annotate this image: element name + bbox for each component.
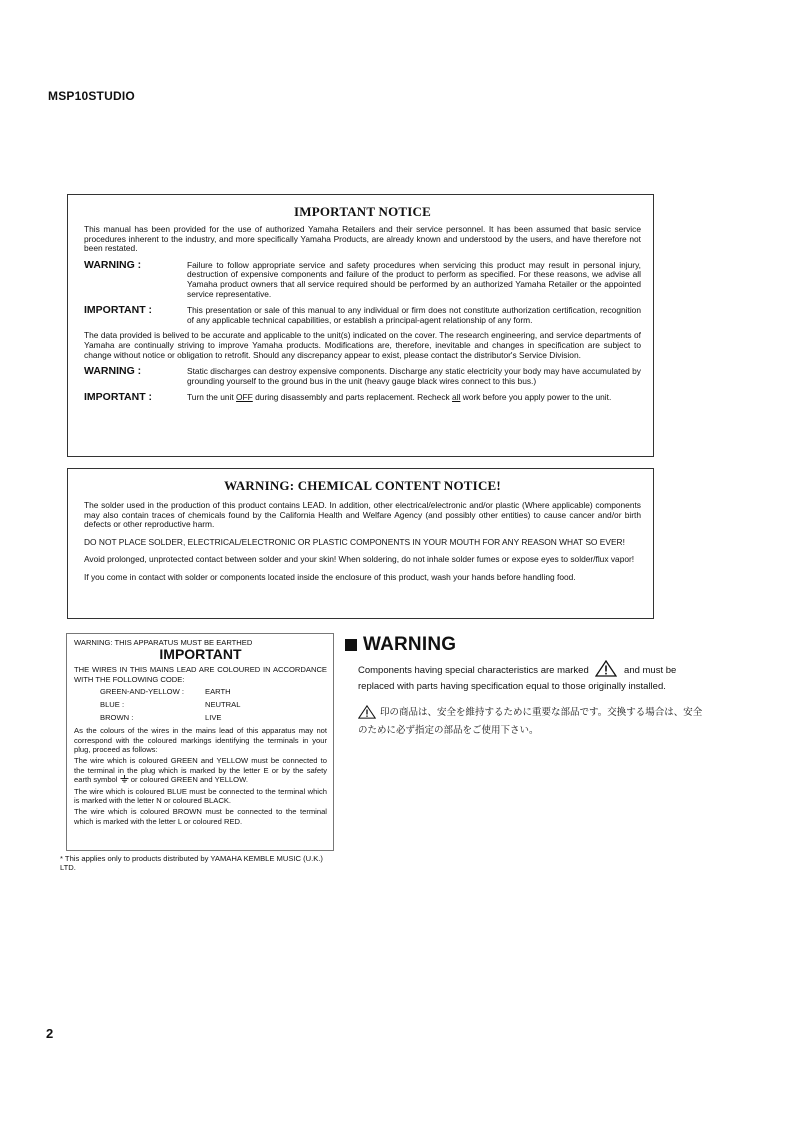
wire-row [100,685,327,698]
earthing-intro: THE WIRES IN THIS MAINS LEAD ARE COLOURED IN ACCORDANCE WITH THE FOLLOWING CODE: [74,665,327,684]
notice-middle: The data provided is belived to be accurate and applicable to the unit(s) indicated on the cover. The research engineering, and service departments of Yamaha are continually striving to improve Yamaha products. Modifications are, therefore, inevitable and changes in specification are subject to change without notice or obligation to retrofit. Should any discrepancy appear to exist, please contact the distributor's Service Division. [84,330,641,360]
earthing-paragraph: The wire which is coloured BLUE must be connected to the terminal which is marked with the letter N or coloured BLACK. [74,786,327,806]
final-part1: Turn the unit [187,392,234,403]
warning-triangle-icon [358,705,376,724]
wire-code-table [100,685,327,724]
off-word: OFF [236,392,253,403]
wire-color: GREEN-AND-YELLOW : [100,687,184,697]
model-name: MSP10STUDIO [48,89,135,103]
japanese-warning-text: 印の商品は、安全を維持するために重要な部品です。交換する場合は、安全のために必ず指定の部品をご使用下さい。 [358,707,703,736]
warning-label: WARNING : [84,258,142,271]
warning-heading [345,634,456,656]
wire-row [100,698,327,711]
japanese-warning [358,705,703,738]
warning-text: Failure to follow appropriate service and safety procedures when servicing this product may result in personal injury, destruction of expensive components and failure of the product to perform as specified. For these reasons, we advise all Yamaha product owners that all service required should be performed by an authorized Yamaha Retailer or the appointed service representative. [187,259,641,299]
chemical-notice-box [67,468,654,619]
final-part2: during disassembly and parts replacement. Recheck [255,392,450,403]
earthing-big-heading: IMPORTANT [159,646,242,663]
chemical-notice-title: WARNING: CHEMICAL CONTENT NOTICE! [224,478,501,493]
wire-meaning: LIVE [205,713,222,723]
important-label: IMPORTANT : [84,304,153,317]
warning-text2: and must be replaced with parts having specification equal to those originally installed. [358,665,677,692]
chemical-paragraph: DO NOT PLACE SOLDER, ELECTRICAL/ELECTRONIC OR PLASTIC COMPONENTS IN YOUR MOUTH FOR ANY REASON WHAT SO EVER! [84,536,625,547]
wire-color: BROWN : [100,713,134,723]
notice-intro: This manual has been provided for the use of authorized Yamaha Retailers and their service personnel. It has been assumed that basic service procedures inherent to the industry, and more specifically Yamaha Products, are already known and understood by the users, and have therefore not been restated. [84,224,641,254]
static-warning-label: WARNING : [84,365,142,378]
earthing-p2b: or coloured GREEN and YELLOW. [130,775,248,785]
earthing-box [66,633,334,851]
earthing-paragraph-earth [74,756,327,784]
important-notice-box [67,194,654,457]
chemical-paragraph: Avoid prolonged, unprotected contact between solder and your skin! When soldering, do not inhale solder fumes or expose eyes to solder/flux vapor! [84,554,635,565]
warning-triangle-icon [595,660,617,681]
wire-row [100,711,327,724]
wire-color: BLUE : [100,700,125,710]
final-important-text [187,391,641,403]
earthing-paragraph: The wire which is coloured BROWN must be connected to the terminal which is marked with the letter L or coloured RED. [74,807,327,826]
notice-important-row [84,304,641,325]
final-important-label: IMPORTANT : [84,391,153,404]
notice-warning-row [84,259,641,299]
page-number: 2 [46,1026,54,1041]
final-important-row [84,391,641,403]
important-notice-title: IMPORTANT NOTICE [294,204,431,219]
warning-text1: Components having special characteristics are marked [358,665,589,676]
earthing-p2a: The wire which is coloured GREEN and YELLOW must be connected to the terminal in the plug which is marked by the letter E or by the safety earth symbol [74,756,327,785]
earthing-paragraph: As the colours of the wires in the mains lead of this apparatus may not correspond with the coloured markings identifying the terminals in your plug, proceed as follows: [74,726,327,755]
earthing-footnote: * This applies only to products distributed by YAMAHA KEMBLE MUSIC (U.K.) LTD. [60,854,323,873]
static-warning-text: Static discharges can destroy expensive components. Discharge any static electricity your body may have accumulated by grounding yourself to the ground bus in the unit (heavy gauge black wires connect to this bus.) [187,366,641,386]
chemical-paragraph: If you come in contact with solder or components located inside the enclosure of this product, wash your hands before handling food. [84,571,576,582]
wire-meaning: NEUTRAL [205,700,241,710]
chemical-paragraph: The solder used in the production of this product contains LEAD. In addition, other electrical/electronic and/or plastic (Where applicable) components may also contain traces of chemicals found by the California Health and Welfare Agency (and possibly other entities) to cause cancer and/or birth defects or other reproductive harm. [84,500,641,530]
important-text: This presentation or sale of this manual to any individual or firm does not constitute authorization certification, recognition of any applicable technical capabilities, or establish a principal-agent relationship of any form. [187,305,641,325]
final-part3: work before you apply power to the unit. [462,392,612,403]
wire-meaning: EARTH [205,687,231,697]
warning-title: WARNING [363,634,457,655]
earthing-small-heading: WARNING: THIS APPARATUS MUST BE EARTHED [74,638,253,647]
all-word: all [452,392,461,403]
earth-symbol-icon [120,775,129,783]
static-warning-row [84,365,641,386]
black-square-icon [345,639,357,651]
warning-text-block [358,660,703,693]
